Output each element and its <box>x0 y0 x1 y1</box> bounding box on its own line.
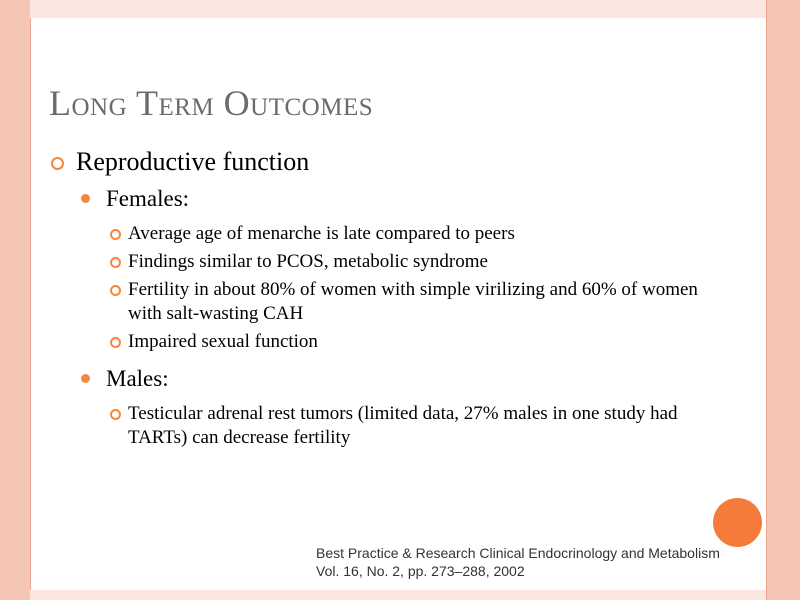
frame-right-border <box>766 0 800 600</box>
ring-bullet-icon <box>110 409 121 420</box>
ring-bullet-icon <box>110 229 121 240</box>
bullet-level3 <box>48 402 698 450</box>
bullet-level3 <box>48 330 698 354</box>
citation-line: Vol. 16, No. 2, pp. 273–288, 2002 <box>316 563 525 579</box>
bullet-level2 <box>48 184 698 214</box>
bullet-level1 <box>48 146 698 178</box>
bullet-text: Impaired sexual function <box>128 331 318 352</box>
ring-bullet-icon <box>51 157 64 170</box>
bullet-level3 <box>48 278 698 326</box>
slide-title: Long Term Outcomes <box>49 83 374 123</box>
frame-top-border <box>30 0 766 18</box>
bullet-level3 <box>48 222 698 246</box>
slide-content <box>48 146 698 454</box>
bullet-text: Findings similar to PCOS, metabolic syndrome <box>128 251 488 272</box>
decorative-circle <box>713 498 762 547</box>
bullet-text: Males: <box>106 366 169 391</box>
bullet-level2 <box>48 364 698 394</box>
frame-left-border <box>0 0 31 600</box>
bullet-text: Average age of menarche is late compared to peers <box>128 223 515 244</box>
frame-bottom-border <box>30 590 766 600</box>
bullet-text: Fertility in about 80% of women with simple virilizing and 60% of women with salt-wasting CAH <box>128 279 698 324</box>
ring-bullet-icon <box>110 337 121 348</box>
bullet-text: Reproductive function <box>76 147 310 176</box>
dot-bullet-icon <box>81 374 90 383</box>
bullet-level3 <box>48 250 698 274</box>
bullet-text: Testicular adrenal rest tumors (limited data, 27% males in one study had TARTs) can decrease fertility <box>128 403 678 448</box>
dot-bullet-icon <box>81 194 90 203</box>
citation <box>316 544 720 580</box>
bullet-text: Females: <box>106 186 190 211</box>
citation-line: Best Practice & Research Clinical Endocrinology and Metabolism <box>316 545 720 561</box>
ring-bullet-icon <box>110 285 121 296</box>
ring-bullet-icon <box>110 257 121 268</box>
